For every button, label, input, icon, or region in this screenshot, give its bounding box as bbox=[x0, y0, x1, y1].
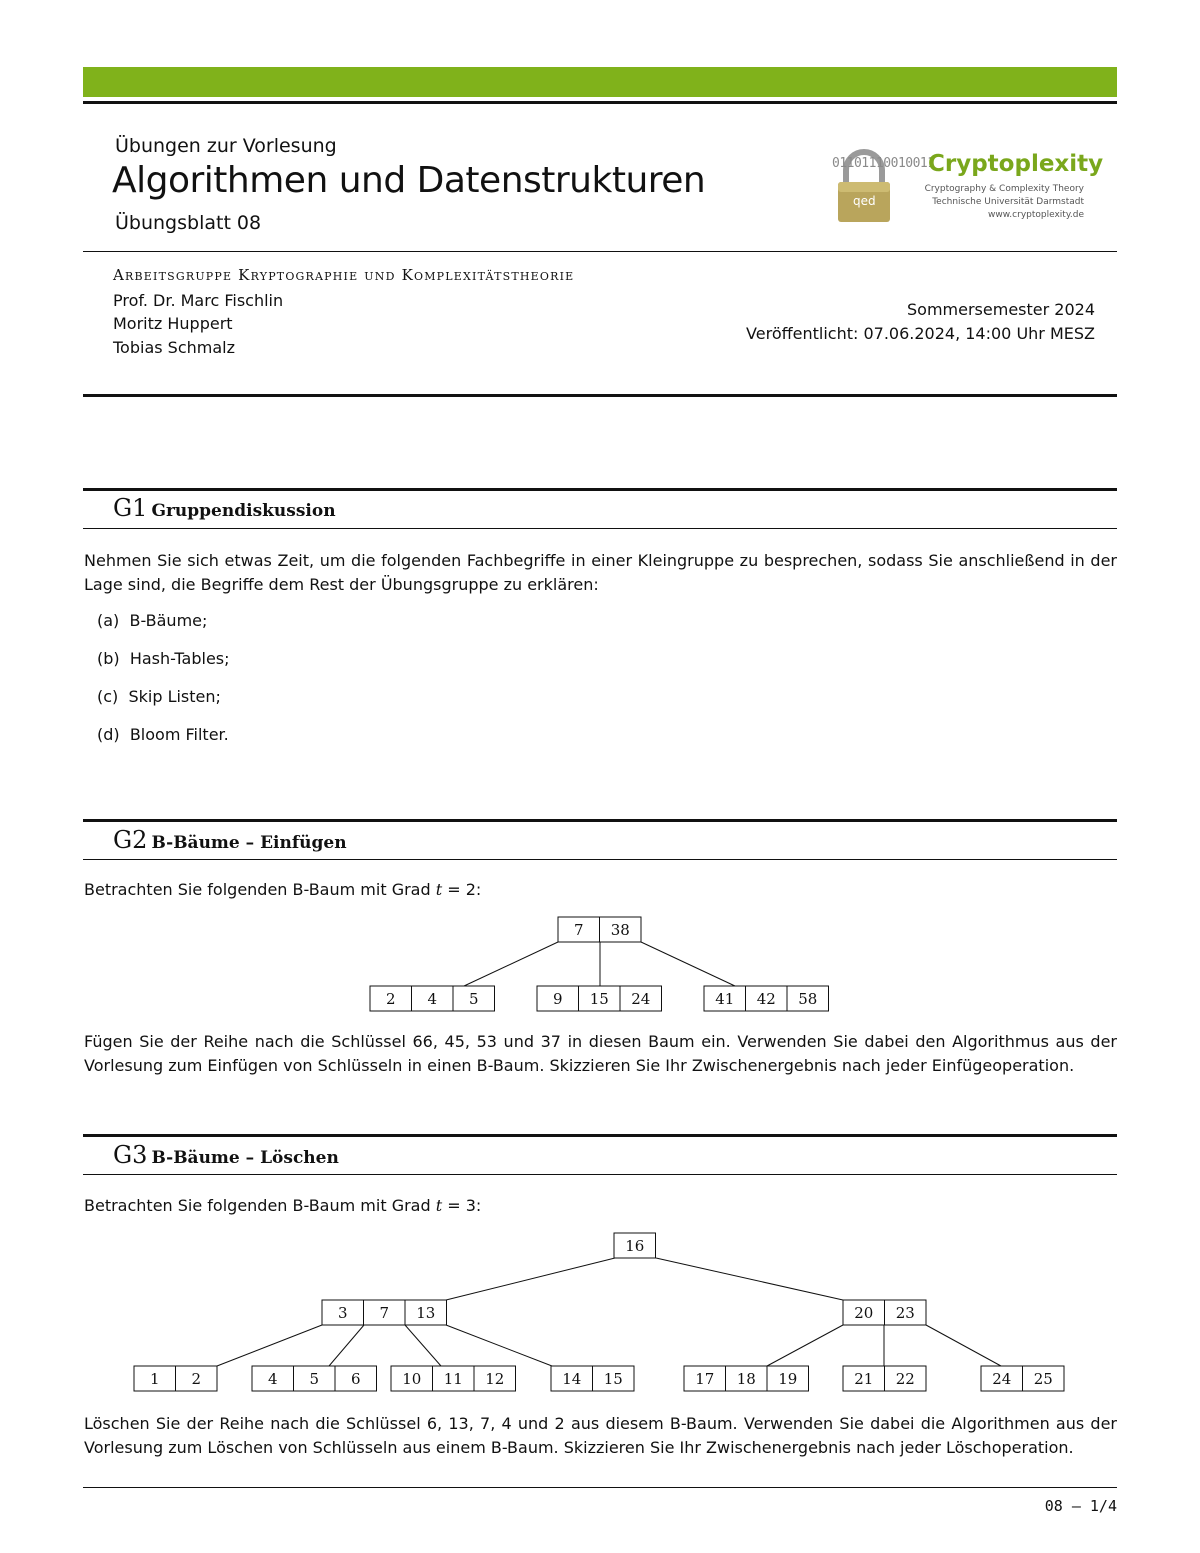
key-label: 16 bbox=[625, 1237, 645, 1255]
g2-number: G2 bbox=[113, 826, 148, 854]
g3-intro-suffix: = 3: bbox=[442, 1196, 482, 1215]
logo-name: Cryptoplexity bbox=[928, 151, 1104, 177]
key-label: 9 bbox=[552, 990, 563, 1008]
key-label: 2 bbox=[385, 990, 396, 1008]
g3-leaf-node bbox=[843, 1366, 926, 1391]
key-label: 3 bbox=[337, 1304, 348, 1322]
key-label: 11 bbox=[443, 1370, 463, 1388]
g2-task-wrap bbox=[84, 1030, 1117, 1078]
course-pretitle: Übungen zur Vorlesung bbox=[115, 135, 337, 157]
key-label: 25 bbox=[1033, 1370, 1053, 1388]
key-label: 1 bbox=[149, 1370, 160, 1388]
g1-intro: Nehmen Sie sich etwas Zeit, um die folgenden Fachbegriffe in einer Kleingruppe zu besprechen, sodass Sie anschließend in der Lage sind, die Begriffe dem Rest der Übungsgruppe zu erklären: bbox=[84, 551, 1117, 594]
g2-root-node bbox=[558, 917, 641, 942]
semester: Sommersemester 2024 bbox=[907, 300, 1095, 319]
key-label: 5 bbox=[309, 1370, 320, 1388]
g1-item-b-label: (b) bbox=[97, 649, 120, 668]
key-label: 7 bbox=[379, 1304, 390, 1322]
key-label: 15 bbox=[603, 1370, 623, 1388]
g1-item-d-label: (d) bbox=[97, 725, 120, 744]
logo-bits: 01101110010011 bbox=[832, 156, 935, 171]
g3-intro-prefix: Betrachten Sie folgenden B-Baum mit Grad bbox=[84, 1196, 436, 1215]
g1-item-a-text: B-Bäume; bbox=[129, 611, 208, 630]
key-label: 4 bbox=[427, 990, 438, 1008]
logo-line2: Technische Universität Darmstadt bbox=[932, 197, 1084, 207]
key-label: 21 bbox=[854, 1370, 874, 1388]
key-label: 41 bbox=[715, 990, 735, 1008]
key-label: 6 bbox=[350, 1370, 361, 1388]
g3-task-wrap bbox=[84, 1412, 1117, 1460]
g2-task: Fügen Sie der Reihe nach die Schlüssel 66, 45, 53 und 37 in diesen Baum ein. Verwenden Sie dabei den Algorithmus aus der Vorlesung zum Einfügen von Schlüsseln in einen B-Baum. Skizzieren Sie Ihr Zwischenergebnis nach jeder Einfügeoperation. bbox=[84, 1032, 1117, 1075]
key-label: 22 bbox=[895, 1370, 915, 1388]
key-label: 24 bbox=[631, 990, 651, 1008]
g2-leaf-node bbox=[370, 986, 495, 1011]
g3-rule-top bbox=[83, 1134, 1117, 1137]
g3-leaf-node bbox=[391, 1366, 516, 1391]
key-label: 38 bbox=[610, 921, 630, 939]
g3-btree bbox=[134, 1233, 1064, 1391]
g1-item-d-text: Bloom Filter. bbox=[129, 725, 229, 744]
g2-intro-var: t bbox=[435, 880, 443, 899]
g2-btree bbox=[370, 917, 829, 1011]
g2-title: B-Bäume – Einfügen bbox=[151, 833, 347, 853]
author-2: Moritz Huppert bbox=[113, 314, 233, 333]
g3-root-node bbox=[614, 1233, 656, 1258]
author-3: Tobias Schmalz bbox=[113, 338, 235, 357]
g3-leaf-node bbox=[134, 1366, 217, 1391]
g1-number: G1 bbox=[113, 494, 148, 522]
key-label: 42 bbox=[756, 990, 776, 1008]
key-label: 12 bbox=[485, 1370, 505, 1388]
key-label: 18 bbox=[736, 1370, 756, 1388]
g2-intro-prefix: Betrachten Sie folgenden B-Baum mit Grad bbox=[84, 880, 436, 899]
author-1: Prof. Dr. Marc Fischlin bbox=[113, 291, 284, 310]
research-group: Arbeitsgruppe Kryptographie und Komplexitätstheorie bbox=[113, 266, 575, 284]
g3-rule-bottom bbox=[83, 1174, 1117, 1175]
key-label: 4 bbox=[267, 1370, 278, 1388]
key-label: 13 bbox=[416, 1304, 436, 1322]
logo-lock-label: qed bbox=[853, 194, 876, 208]
g3-title: B-Bäume – Löschen bbox=[151, 1148, 339, 1168]
publish-date: Veröffentlicht: 07.06.2024, 14:00 Uhr MESZ bbox=[746, 324, 1095, 343]
g3-leaf-node bbox=[551, 1366, 634, 1391]
key-label: 20 bbox=[854, 1304, 874, 1322]
page-number: 08 – 1/4 bbox=[1044, 1497, 1117, 1515]
g3-intro bbox=[84, 1196, 481, 1215]
g3-heading bbox=[113, 1141, 339, 1169]
g1-item-b-text: Hash-Tables; bbox=[129, 649, 230, 668]
key-label: 23 bbox=[895, 1304, 915, 1322]
course-title: Algorithmen und Datenstrukturen bbox=[112, 160, 706, 201]
key-label: 7 bbox=[573, 921, 584, 939]
key-label: 24 bbox=[992, 1370, 1012, 1388]
key-label: 10 bbox=[402, 1370, 422, 1388]
logo-line1: Cryptography & Complexity Theory bbox=[924, 184, 1084, 194]
g2-leaf-node bbox=[704, 986, 829, 1011]
g1-item-c-label: (c) bbox=[97, 687, 119, 706]
key-label: 5 bbox=[468, 990, 479, 1008]
g3-number: G3 bbox=[113, 1141, 148, 1169]
key-label: 19 bbox=[778, 1370, 798, 1388]
g2-intro-suffix: = 2: bbox=[442, 880, 482, 899]
g2-edges bbox=[464, 942, 735, 986]
g3-leaf-node bbox=[684, 1366, 809, 1391]
sheet-title: Übungsblatt 08 bbox=[115, 212, 262, 234]
g3-inner-node bbox=[843, 1300, 926, 1325]
g1-title: Gruppendiskussion bbox=[151, 501, 336, 521]
key-label: 17 bbox=[695, 1370, 715, 1388]
g2-leaf-node bbox=[537, 986, 662, 1011]
g3-leaf-node bbox=[252, 1366, 377, 1391]
g3-inner-node bbox=[322, 1300, 447, 1325]
key-label: 2 bbox=[191, 1370, 202, 1388]
g3-task: Löschen Sie der Reihe nach die Schlüssel 6, 13, 7, 4 und 2 aus diesem B-Baum. Verwenden Sie dabei die Algorithmen aus der Vorlesung zum Löschen von Schlüsseln aus einem B-Baum. Skizzieren Sie Ihr Zwischenergebnis nach jeder Löschoperation. bbox=[84, 1414, 1117, 1457]
g1-item-c-text: Skip Listen; bbox=[128, 687, 221, 706]
key-label: 15 bbox=[589, 990, 609, 1008]
footer-rule bbox=[83, 1487, 1117, 1488]
g1-item-a-label: (a) bbox=[97, 611, 120, 630]
g3-leaf-node bbox=[981, 1366, 1064, 1391]
key-label: 58 bbox=[798, 990, 818, 1008]
g3-intro-var: t bbox=[435, 1196, 443, 1215]
logo-line3: www.cryptoplexity.de bbox=[988, 210, 1084, 220]
key-label: 14 bbox=[562, 1370, 582, 1388]
